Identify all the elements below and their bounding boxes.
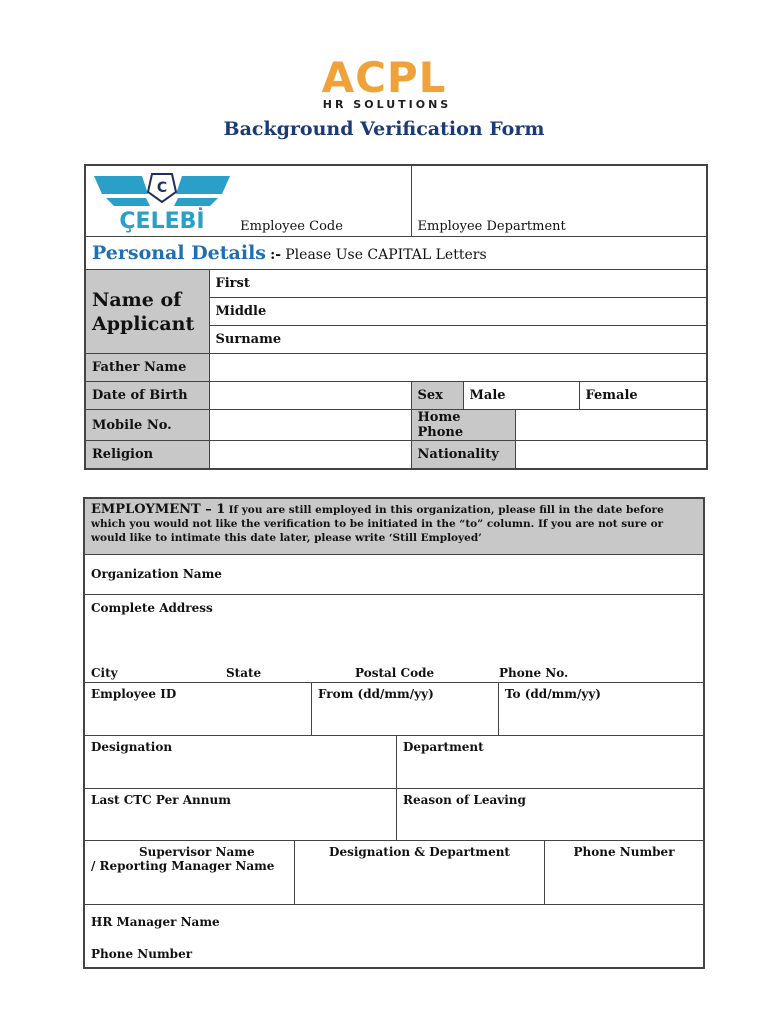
religion-label: Religion [85,441,209,470]
middle-name-label: Middle [215,304,267,319]
name-label-line1: Name of [92,288,182,311]
surname-label: Surname [215,332,282,347]
organization-name-label: Organization Name [91,567,222,581]
acpl-logo [0,53,768,111]
father-name-label: Father Name [85,354,209,382]
father-name-field[interactable] [209,354,707,382]
supervisor-label-line2: / Reporting Manager Name [91,859,275,873]
brand-subtitle: HR SOLUTIONS [322,98,452,111]
celebi-logo [92,172,232,234]
employment-title: EMPLOYMENT – 1 [91,502,226,517]
state-label: State [226,666,262,680]
employment-section [83,497,705,969]
supervisor-designation-field[interactable] [294,841,544,904]
brand-name: ACPL [321,53,447,102]
nationality-field[interactable] [515,441,707,470]
mobile-field[interactable] [209,410,411,441]
designation-department-label: Designation & Department [329,845,510,859]
employee-id-row [85,683,703,736]
employment-header [85,499,703,555]
religion-field[interactable] [209,441,411,470]
phone-number-label: Phone Number [573,845,675,859]
first-name-field[interactable] [209,270,707,298]
address-row[interactable] [85,595,703,683]
nationality-label: Nationality [411,441,515,470]
phone-no-label: Phone No. [499,666,569,680]
hr-manager-label: HR Manager Name [91,915,220,929]
home-phone-label: Home Phone [411,410,515,441]
name-of-applicant-label [85,270,209,354]
complete-address-label: Complete Address [91,601,213,615]
department-label: Department [403,740,484,754]
name-label-line2: Applicant [92,312,195,335]
organization-name-row[interactable] [85,555,703,595]
postal-code-label: Postal Code [355,666,435,680]
middle-name-field[interactable] [209,298,707,326]
hr-manager-row[interactable] [85,905,703,967]
employee-code-cell[interactable] [85,165,411,237]
female-label: Female [585,388,638,403]
employee-code-label: Employee Code [240,219,343,234]
supervisor-phone-field[interactable] [544,841,703,904]
surname-field[interactable] [209,326,707,354]
sex-label: Sex [411,382,463,410]
dob-field[interactable] [209,382,411,410]
to-date-field[interactable] [498,683,703,735]
first-name-label: First [215,276,250,291]
to-date-label: To (dd/mm/yy) [505,687,601,701]
home-phone-field[interactable] [515,410,707,441]
from-date-label: From (dd/mm/yy) [318,687,434,701]
designation-row [85,736,703,789]
employee-department-cell[interactable] [411,165,707,237]
supervisor-label-line1: Supervisor Name [139,845,255,859]
supervisor-field[interactable] [85,841,294,904]
hr-phone-label: Phone Number [91,947,193,961]
reason-leaving-field[interactable] [396,789,703,840]
employment-instructions: If you are still employed in this organization, please fill in the date before which you would not like the verification to be initiated in the “to” column. If you are not sure or would like to intimate this date later, please write ‘Still Employed’ [91,504,664,544]
employee-department-label: Employee Department [417,219,566,234]
designation-label: Designation [91,740,173,754]
male-label: Male [469,388,506,403]
male-option[interactable] [463,382,579,410]
personal-details-table [84,164,708,470]
designation-field[interactable] [85,736,396,788]
personal-details-separator: :- [270,247,282,263]
city-label: City [91,666,118,680]
from-date-field[interactable] [311,683,498,735]
personal-details-note: Please Use CAPITAL Letters [285,247,487,263]
last-ctc-field[interactable] [85,789,396,840]
form-title: Background Verification Form [223,118,545,140]
celebi-logo-text: ÇELEBİ [119,209,205,234]
female-option[interactable] [579,382,707,410]
ctc-row [85,789,703,841]
dob-label: Date of Birth [85,382,209,410]
mobile-label: Mobile No. [85,410,209,441]
last-ctc-label: Last CTC Per Annum [91,793,231,807]
employee-id-field[interactable] [85,683,311,735]
personal-details-header [85,237,707,270]
employee-id-label: Employee ID [91,687,177,701]
svg-text:C: C [156,180,168,196]
department-field[interactable] [396,736,703,788]
supervisor-row [85,841,703,905]
reason-leaving-label: Reason of Leaving [403,793,526,807]
personal-details-heading: Personal Details [92,242,266,264]
